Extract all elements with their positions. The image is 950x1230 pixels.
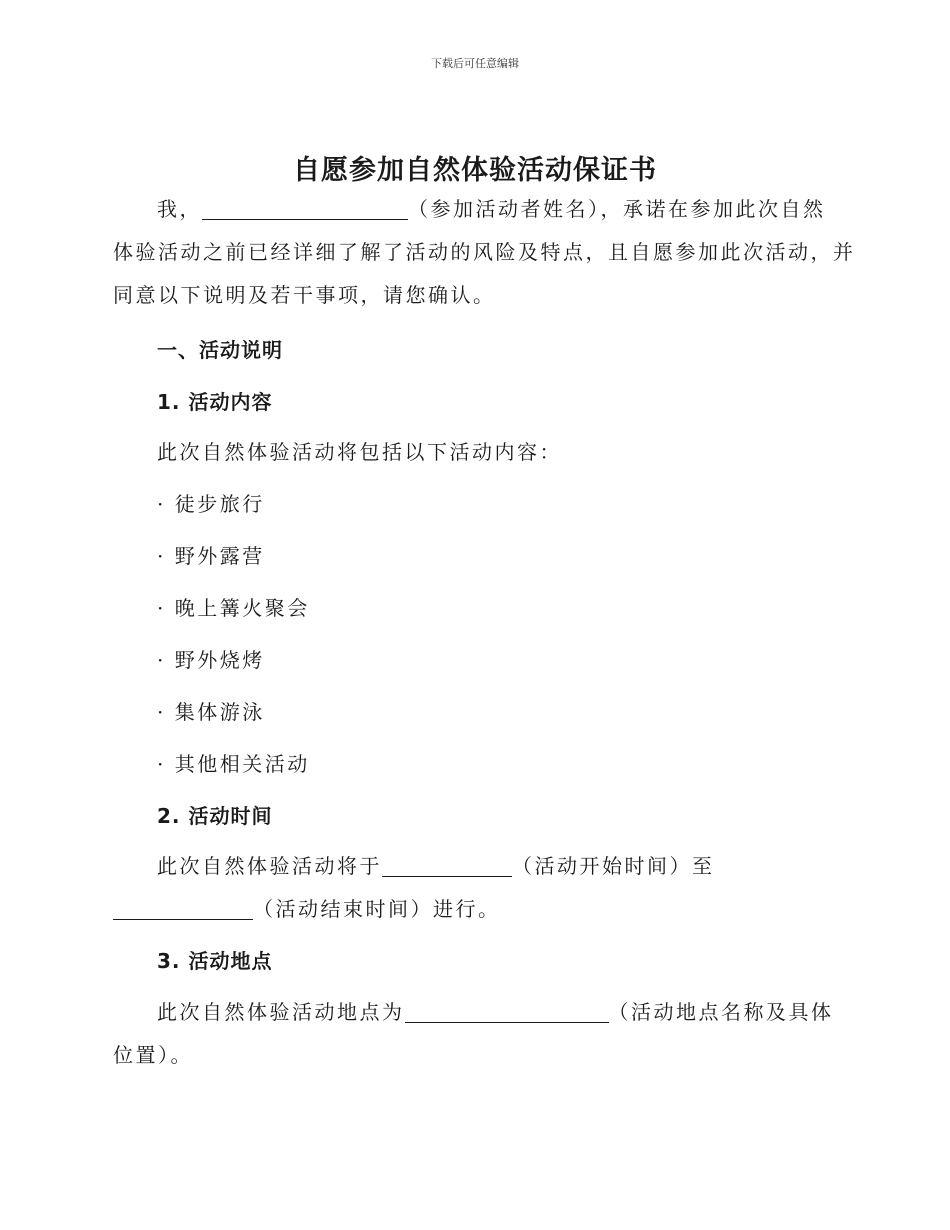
location-blank-field[interactable]: [405, 1000, 609, 1023]
intro-pre-blank: 我，: [157, 197, 202, 221]
time-pre-blank: 此次自然体验活动将于: [157, 854, 382, 878]
start-time-blank-field[interactable]: [382, 854, 512, 877]
subheading-activity-location: 3. 活动地点: [157, 949, 273, 973]
section-heading-activity-description: 一、活动说明: [157, 338, 283, 362]
list-item: · 野外烧烤: [157, 648, 265, 672]
list-item: · 集体游泳: [157, 700, 265, 724]
list-item: · 徒步旅行: [157, 492, 265, 516]
activity-location-line-1: [157, 996, 834, 1025]
activity-content-intro: 此次自然体验活动将包括以下活动内容：: [157, 440, 562, 464]
location-pre-blank: 此次自然体验活动地点为: [157, 1000, 405, 1024]
subheading-activity-time: 2. 活动时间: [157, 804, 273, 828]
page-header-note: 下载后可任意编辑: [431, 57, 519, 70]
time-mid-text: （活动开始时间）至: [512, 854, 715, 878]
name-blank-field[interactable]: [202, 197, 408, 220]
time-post-blank: （活动结束时间）进行。: [253, 897, 501, 921]
document-title: 自愿参加自然体验活动保证书: [293, 155, 657, 186]
end-time-blank-field[interactable]: [113, 897, 253, 920]
intro-line-1: [157, 193, 826, 222]
intro-line-2: 体验活动之前已经详细了解了活动的风险及特点，且自愿参加此次活动，并: [113, 240, 856, 264]
list-item: · 其他相关活动: [157, 752, 310, 776]
list-item: · 晚上篝火聚会: [157, 596, 310, 620]
intro-post-blank: （参加活动者姓名），承诺在参加此次自然: [408, 197, 826, 221]
activity-time-line-2: [113, 893, 501, 922]
subheading-activity-content: 1. 活动内容: [157, 390, 273, 414]
activity-location-line-2: 位置）。: [113, 1043, 193, 1067]
location-post-blank: （活动地点名称及具体: [608, 1000, 834, 1024]
list-item: · 野外露营: [157, 544, 265, 568]
intro-line-3: 同意以下说明及若干事项，请您确认。: [113, 283, 496, 307]
activity-time-line-1: [157, 850, 715, 879]
